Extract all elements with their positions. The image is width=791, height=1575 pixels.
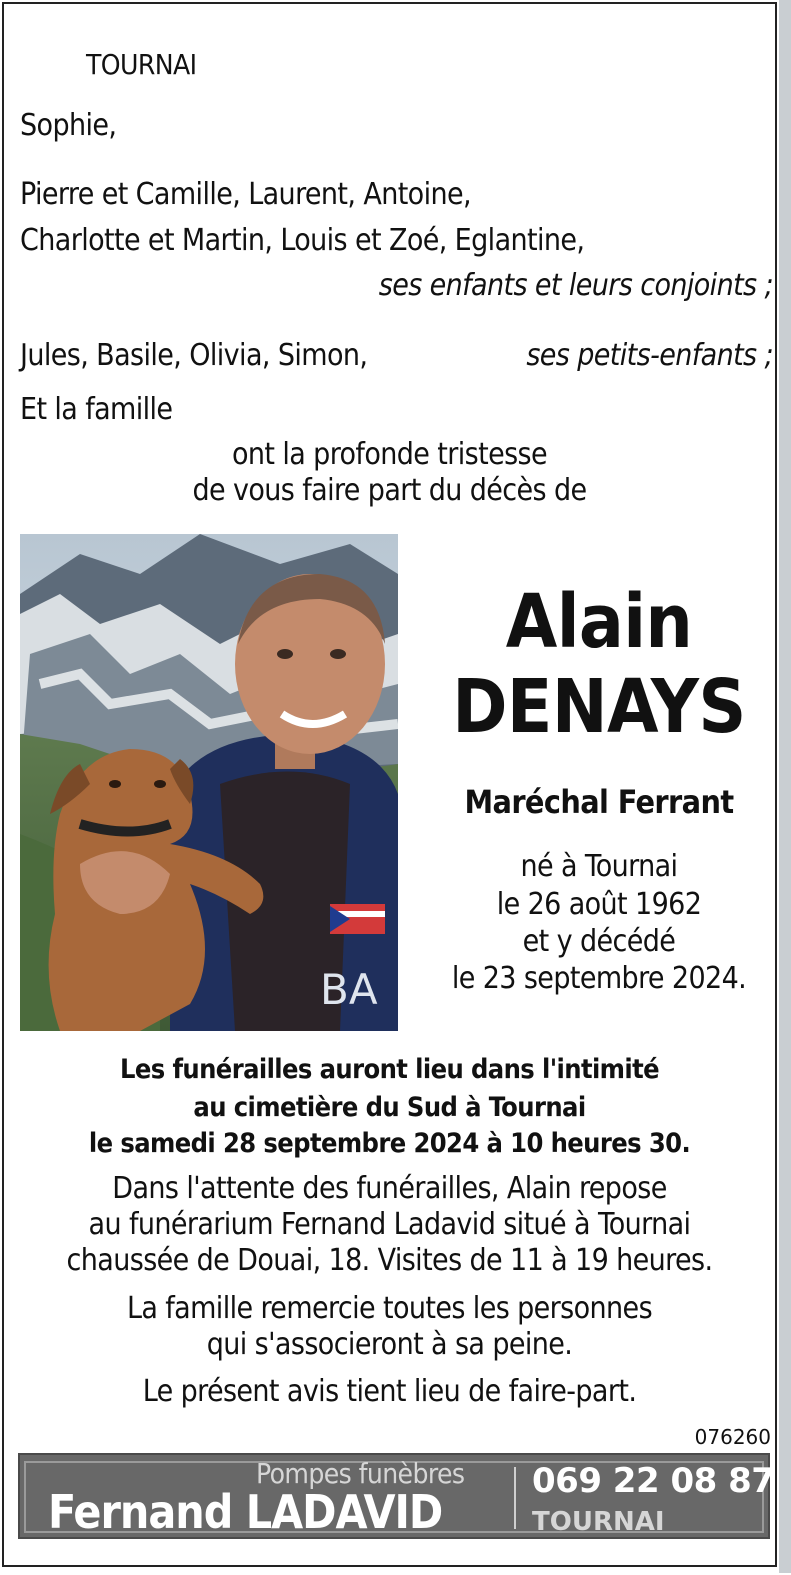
banner-divider	[514, 1467, 516, 1529]
spouse-name: Sophie,	[20, 108, 117, 143]
thanks-line-1: La famille remercie toutes les personnes	[126, 1291, 653, 1326]
announcement-line-2: de vous faire part du décès de	[192, 473, 587, 508]
jacket-text: BA	[320, 965, 378, 1014]
reference-number: 076260	[694, 1425, 771, 1449]
deceased-profession: Maréchal Ferrant	[464, 783, 734, 821]
birth-place: né à Tournai	[520, 849, 678, 884]
deceased-photo	[20, 534, 398, 1031]
funeral-home-banner	[18, 1453, 775, 1539]
grandchildren-role: ses petits-enfants ;	[526, 338, 773, 373]
death-place: et y décédé	[522, 924, 676, 959]
announcement-line-1: ont la profonde tristesse	[231, 437, 548, 472]
right-edge-strip	[779, 0, 791, 1573]
death-date: le 23 septembre 2024.	[451, 961, 747, 996]
thanks-line-2: qui s'associeront à sa peine.	[206, 1327, 573, 1362]
children-line-2: Charlotte et Martin, Louis et Zoé, Eglantine,	[20, 223, 585, 258]
birth-date: le 26 août 1962	[496, 887, 702, 922]
repose-line-2: au funérarium Fernand Ladavid situé à Tournai	[88, 1207, 691, 1242]
funeral-home-phone[interactable]: 069 22 08 87	[532, 1461, 775, 1501]
repose-line-1: Dans l'attente des funérailles, Alain repose	[112, 1171, 667, 1206]
grandchildren-names: Jules, Basile, Olivia, Simon,	[20, 338, 368, 373]
children-line-1: Pierre et Camille, Laurent, Antoine,	[20, 177, 471, 212]
deceased-first-name: Alain	[505, 579, 693, 665]
funeral-home-city: TOURNAI	[532, 1507, 665, 1537]
repose-line-3: chaussée de Douai, 18. Visites de 11 à 19 heures.	[66, 1243, 713, 1278]
extended-family: Et la famille	[20, 392, 173, 427]
deceased-last-name: DENAYS	[452, 664, 746, 750]
city-header: TOURNAI	[86, 48, 197, 81]
thanks-line-3: Le présent avis tient lieu de faire-part.	[142, 1374, 637, 1409]
funeral-line-1: Les funérailles auront lieu dans l'intimité	[119, 1054, 660, 1085]
funeral-line-2: au cimetière du Sud à Tournai	[193, 1092, 586, 1123]
funeral-line-3: le samedi 28 septembre 2024 à 10 heures 30.	[88, 1128, 691, 1159]
obituary-notice	[2, 2, 777, 1567]
children-role: ses enfants et leurs conjoints ;	[378, 268, 773, 303]
funeral-home-tagline: Pompes funèbres	[256, 1457, 465, 1490]
funeral-home-name: Fernand LADAVID	[48, 1485, 443, 1539]
